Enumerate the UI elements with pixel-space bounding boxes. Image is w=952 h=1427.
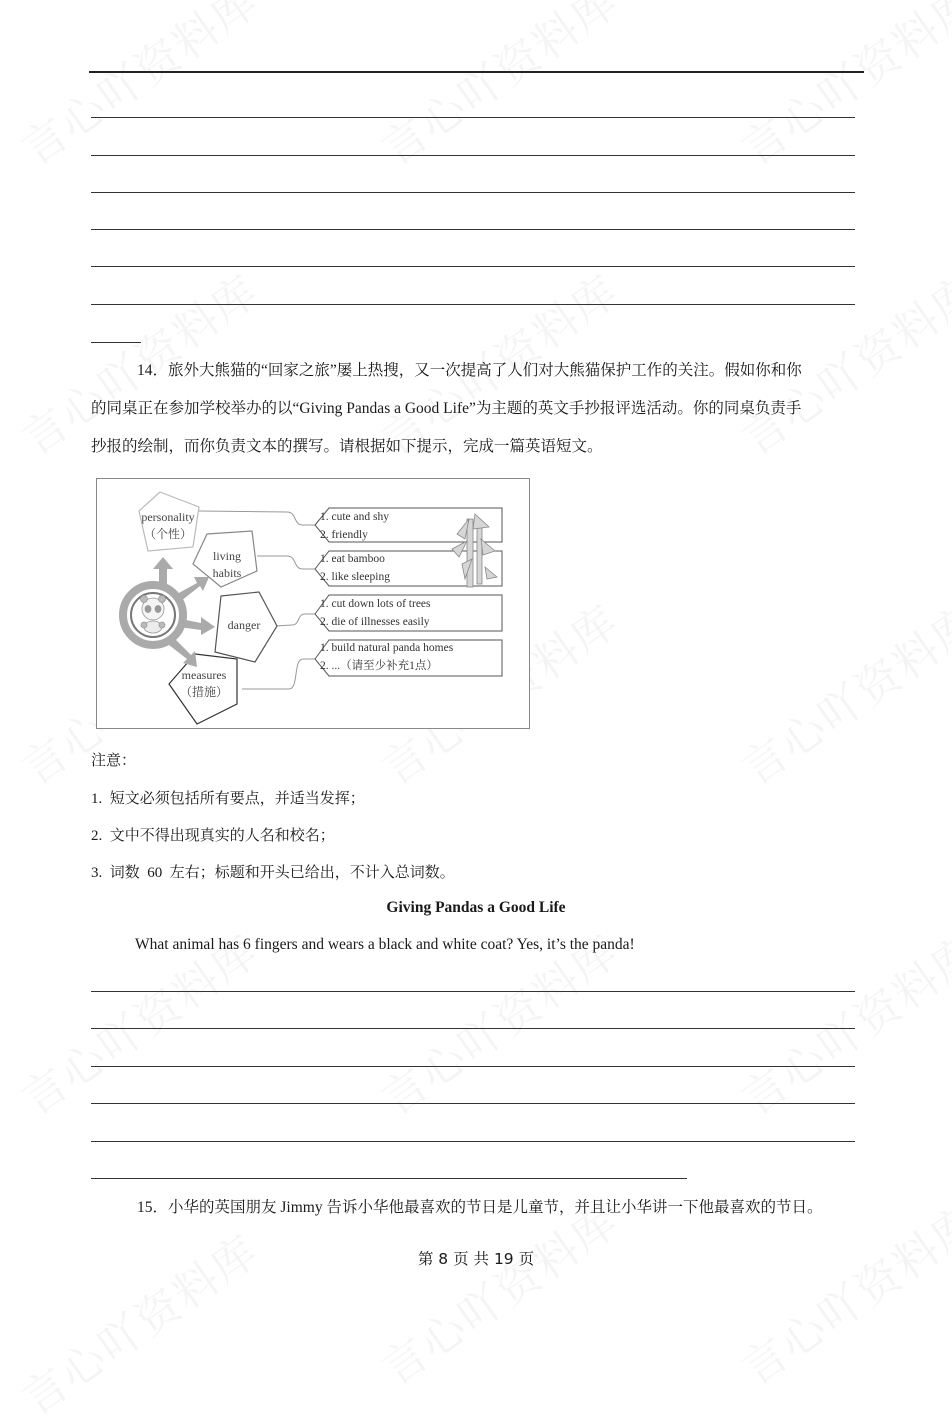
page-number: 第 8 页 共 19 页 (417, 1250, 535, 1268)
essay-opening: What animal has 6 fingers and wears a black and white coat? Yes, it’s the panda! (135, 936, 635, 953)
answer-line[interactable] (91, 1178, 687, 1179)
essay-title: Giving Pandas a Good Life (386, 899, 566, 916)
answer-line[interactable] (91, 1066, 855, 1067)
node-danger (219, 617, 269, 634)
node-label: measures (181, 668, 227, 682)
box-line: 1. cute and shy (320, 511, 389, 523)
question-14-prompt (91, 352, 866, 466)
answer-line (91, 342, 141, 343)
node-sublabel: habits (212, 566, 242, 580)
mindmap-figure (96, 478, 530, 729)
node-label: danger (227, 618, 261, 632)
panda-icon (141, 596, 166, 634)
node-sublabel: （措施） (179, 685, 228, 699)
watermark (727, 917, 952, 1128)
watermark (7, 0, 270, 177)
box-line: 1. build natural panda homes (320, 642, 454, 654)
box-danger (320, 595, 431, 631)
watermark (367, 0, 630, 177)
answer-line (89, 71, 864, 73)
prompt-line: 的同桌正在参加学校举办的以“Giving Pandas a Good Life”为主题的英文手抄报评选活动。你的同桌负责手 (91, 400, 802, 417)
prompt-line: 抄报的绘制，而你负责文本的撰写。请根据如下提示，完成一篇英语短文。 (91, 438, 603, 455)
answer-line (91, 304, 855, 305)
box-line: 2. die of illnesses easily (320, 616, 430, 628)
question-15-prompt (91, 1189, 866, 1227)
node-personality (135, 509, 201, 543)
answer-line (91, 117, 855, 118)
node-label: personality (141, 510, 195, 524)
box-measures (320, 639, 453, 675)
answer-line (91, 229, 855, 230)
box-line: 1. cut down lots of trees (320, 598, 431, 610)
watermark (727, 587, 952, 798)
node-sublabel: （个性） (143, 527, 192, 541)
notes-heading: 注意： (91, 753, 137, 769)
box-line: 2. friendly (320, 529, 368, 541)
answer-line (91, 266, 855, 267)
note-item: 3. 词数 60 左右；标题和开头已给出，不计入总词数。 (91, 865, 455, 881)
box-line: 2. like sleeping (320, 571, 390, 583)
node-label: living (212, 549, 241, 563)
prompt-line: 旅外大熊猫的“回家之旅”屡上热搜，又一次提高了人们对大熊猫保护工作的关注。假如你和你 (168, 362, 802, 379)
node-measures (173, 667, 235, 701)
answer-line (91, 192, 855, 193)
answer-line (91, 155, 855, 156)
note-item: 2. 文中不得出现真实的人名和校名； (91, 828, 335, 844)
answer-line[interactable] (91, 991, 855, 992)
answer-line[interactable] (91, 1028, 855, 1029)
prompt-line: 小华的英国朋友 Jimmy 告诉小华他最喜欢的节日是儿童节，并且让小华讲一下他最喜欢的节日。 (168, 1199, 823, 1216)
note-item: 1. 短文必须包括所有要点，并适当发挥； (91, 791, 365, 807)
question-number: 14． (137, 362, 169, 379)
node-living-habits (201, 548, 253, 582)
watermark (727, 0, 952, 177)
box-living-habits (320, 550, 390, 586)
question-number: 15． (137, 1199, 169, 1216)
box-personality (320, 508, 389, 544)
box-line: 1. eat bamboo (320, 553, 385, 565)
answer-line[interactable] (91, 1141, 855, 1142)
box-line: 2. ...（请至少补充1点） (320, 660, 438, 672)
answer-line[interactable] (91, 1103, 855, 1104)
